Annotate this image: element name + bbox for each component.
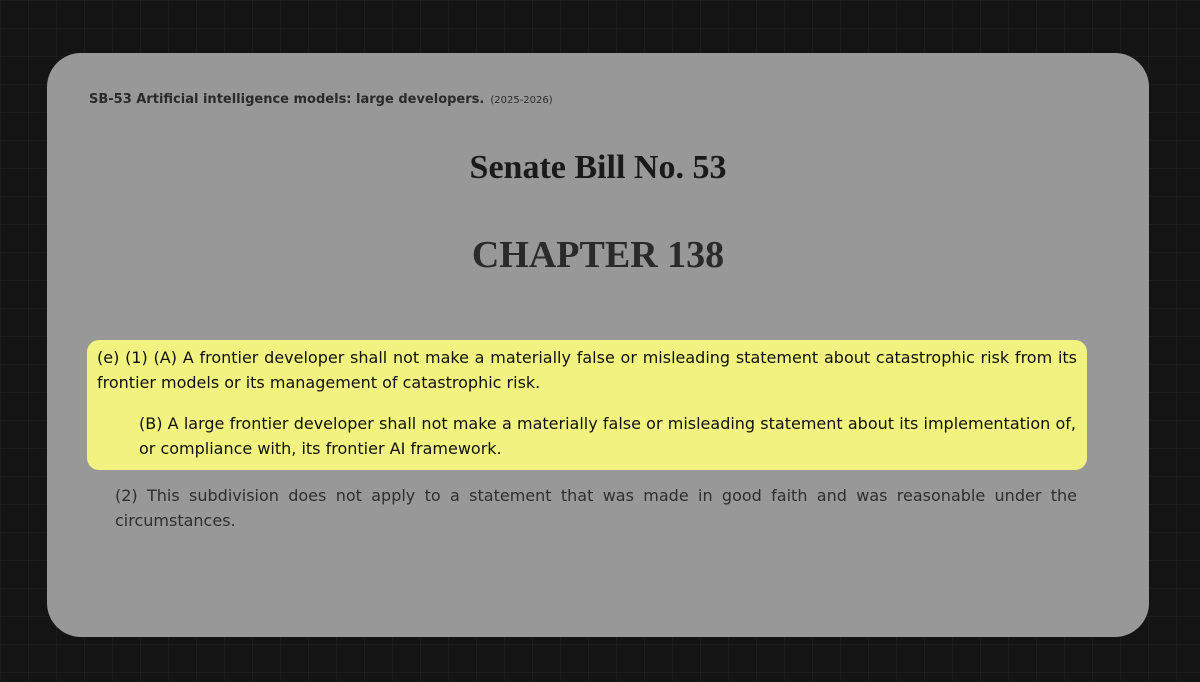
paragraph-b: (B) A large frontier developer shall not make a materially false or misleading statement about its implementation of, or compliance with, its frontier AI framework. (139, 414, 1076, 458)
bill-title: SB-53 Artificial intelligence models: large developers. (89, 92, 485, 107)
senate-bill-title: Senate Bill No. 53 (469, 149, 727, 186)
highlighted-section (87, 340, 1087, 470)
bill-header (89, 88, 553, 107)
paragraph-2: (2) This subdivision does not apply to a statement that was made in good faith and was reasonable under the circumstances. (115, 486, 1077, 530)
chapter-title: CHAPTER 138 (471, 234, 725, 276)
document-card (47, 53, 1149, 637)
paragraph-e1a: (e) (1) (A) A frontier developer shall not make a materially false or misleading statement about catastrophic risk from its frontier models or its management of catastrophic risk. (97, 348, 1077, 392)
session-years: (2025-2026) (490, 95, 553, 106)
